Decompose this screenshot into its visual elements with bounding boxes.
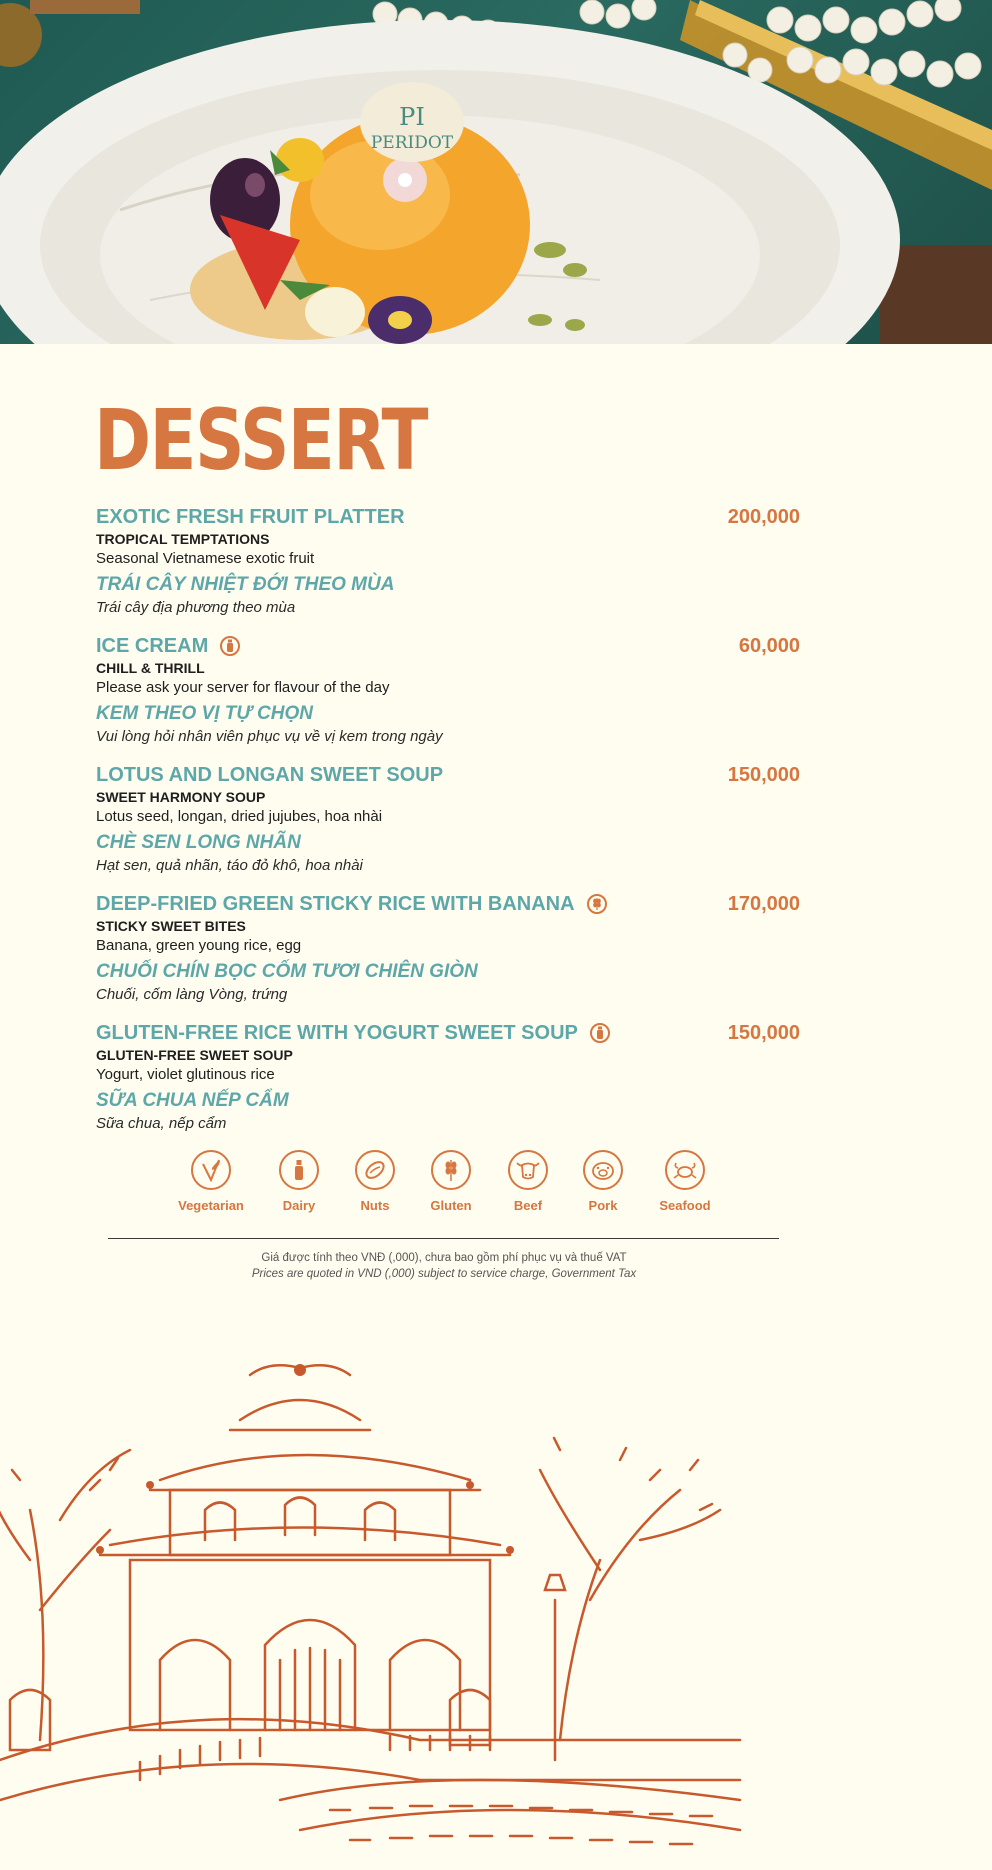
legend-label: Nuts [360, 1198, 390, 1213]
item-price: 150,000 [727, 1022, 800, 1044]
item-subtitle: TROPICAL TEMPTATIONS [96, 531, 270, 547]
logo-mark: PI [399, 103, 425, 131]
gluten-icon [587, 894, 607, 914]
item-vn-description: Sữa chua, nếp cẩm [96, 1115, 227, 1132]
price-note-en: Prices are quoted in VND (,000) subject to service charge, Government Tax [251, 1268, 637, 1280]
item-name: ICE CREAM [96, 635, 209, 657]
item-name: EXOTIC FRESH FRUIT PLATTER [96, 506, 405, 528]
item-description: Lotus seed, longan, dried jujubes, hoa nhài [96, 808, 383, 825]
legend-item-vegetarian [161, 1150, 261, 1213]
seafood-icon [665, 1150, 705, 1190]
item-vn-name: CHUỐI CHÍN BỌC CỐM TƯƠI CHIÊN GIÒN [96, 961, 478, 982]
item-subtitle: GLUTEN-FREE SWEET SOUP [96, 1047, 293, 1063]
item-description: Yogurt, violet glutinous rice [96, 1066, 275, 1083]
legend-label: Pork [588, 1198, 618, 1213]
item-subtitle: STICKY SWEET BITES [96, 918, 246, 934]
item-subtitle: CHILL & THRILL [96, 660, 205, 676]
item-price: 60,000 [738, 635, 800, 657]
dairy-icon [220, 636, 240, 656]
vegetarian-icon [191, 1150, 231, 1190]
menu-item [96, 504, 800, 618]
dessert-photo-illustration [0, 0, 992, 344]
logo-text: PERIDOT [370, 133, 454, 153]
pork-icon [583, 1150, 623, 1190]
item-name: DEEP-FRIED GREEN STICKY RICE WITH BANANA [96, 893, 575, 915]
legend-item-seafood [635, 1150, 735, 1213]
hero-photo [0, 0, 992, 344]
item-name: GLUTEN-FREE RICE WITH YOGURT SWEET SOUP [96, 1022, 578, 1044]
legend-label: Vegetarian [178, 1198, 244, 1213]
item-subtitle: SWEET HARMONY SOUP [96, 789, 266, 805]
legend-label: Gluten [430, 1198, 472, 1213]
legend-label: Beef [513, 1198, 543, 1213]
item-price: 150,000 [727, 764, 800, 786]
item-description: Seasonal Vietnamese exotic fruit [96, 550, 315, 567]
menu-item [96, 1020, 800, 1134]
item-price: 170,000 [727, 893, 800, 915]
item-name: LOTUS AND LONGAN SWEET SOUP [96, 764, 444, 786]
item-description: Banana, green young rice, egg [96, 937, 302, 954]
dairy-icon [279, 1150, 319, 1190]
legend-label: Seafood [659, 1198, 711, 1213]
item-vn-name: KEM THEO VỊ TỰ CHỌN [96, 703, 313, 724]
menu-item [96, 633, 800, 747]
menu-item [96, 891, 800, 1005]
item-vn-description: Chuối, cốm làng Vòng, trứng [96, 986, 288, 1003]
item-vn-description: Trái cây địa phương theo mùa [96, 599, 296, 616]
item-description: Please ask your server for flavour of the day [96, 679, 390, 696]
item-vn-name: SỮA CHUA NẾP CẨM [96, 1090, 289, 1111]
divider [108, 1238, 779, 1239]
allergen-legend [0, 1150, 992, 1220]
item-vn-description: Hạt sen, quả nhãn, táo đỏ khô, hoa nhài [96, 857, 363, 874]
gluten-icon [431, 1150, 471, 1190]
dairy-icon [590, 1023, 610, 1043]
item-vn-name: TRÁI CÂY NHIỆT ĐỚI THEO MÙA [96, 574, 395, 595]
item-price: 200,000 [727, 506, 800, 528]
nuts-icon [355, 1150, 395, 1190]
item-vn-name: CHÈ SEN LONG NHÃN [96, 832, 301, 853]
beef-icon [508, 1150, 548, 1190]
legend-label: Dairy [282, 1198, 316, 1213]
imperial-gate-sketch [0, 1360, 760, 1870]
menu-item [96, 762, 800, 876]
item-vn-description: Vui lòng hỏi nhân viên phục vụ về vị kem trong ngày [96, 728, 443, 745]
menu-title: DESSERT [94, 391, 427, 489]
price-note-vn: Giá được tính theo VNĐ (,000), chưa bao gồm phí phục vụ và thuế VAT [261, 1252, 627, 1264]
